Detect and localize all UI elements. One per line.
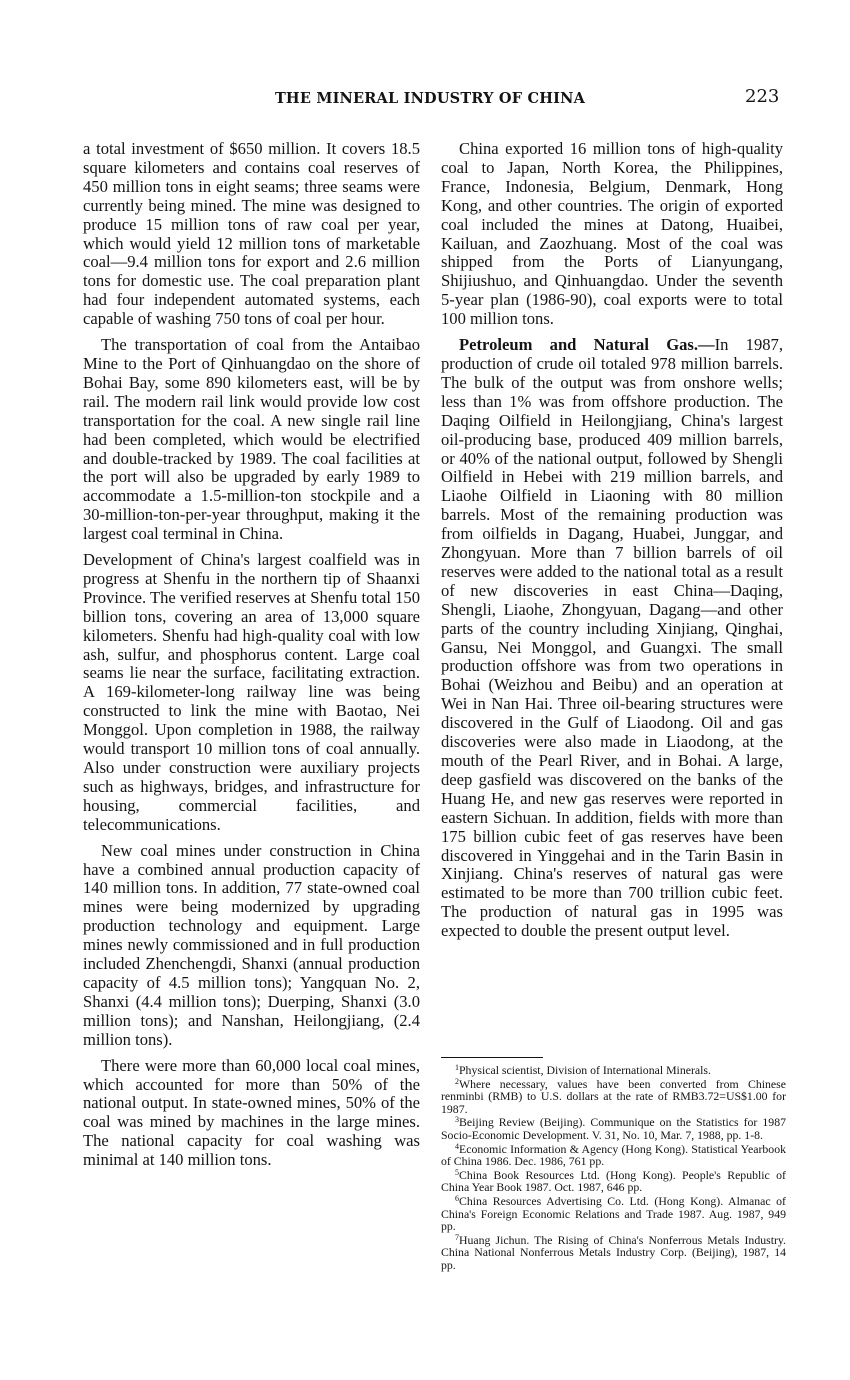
footnote [441, 1195, 786, 1233]
footnote-mark: 2 [455, 1076, 459, 1086]
paragraph: Development of China's largest coalfield was in progress at Shenfu in the northern tip of Shaanxi Province. The verified reserves at Shenfu total 150 billion tons, covering an area of 13,000 square kilometers. Shenfu had high-quality coal with low ash, sulfur, and phosphorus content. Large coal seams lie near the surface, facilitating extraction. A 169-kilometer-long railway line was being constructed to link the mine with Baotao, Nei Monggol. Upon completion in 1988, the railway would transport 10 million tons of coal annually. Also under construction were auxiliary projects such as highways, bridges, and infrastructure for housing, commercial facilities, and telecommunications. [83, 550, 420, 834]
paragraph: There were more than 60,000 local coal mines, which accounted for more than 50% of the national output. In state-owned mines, 50% of the coal was mined by machines in the large mines. The national capacity for coal washing was minimal at 140 million tons. [83, 1055, 420, 1170]
footnotes [441, 1064, 786, 1273]
footnote-text: Where necessary, values have been converted from Chinese renminbi (RMB) to U.S. dollars at the rate of RMB3.72=US$1.00 for 1987. [441, 1076, 786, 1116]
footnote-mark: 4 [455, 1141, 459, 1151]
section-heading: Petroleum and Natural Gas.— [459, 335, 715, 355]
footnote [441, 1064, 786, 1077]
running-header-title: THE MINERAL INDUSTRY OF CHINA [274, 90, 586, 107]
footnote-text: China Book Resources Ltd. (Hong Kong). People's Republic of China Year Book 1987. Oct. 1987, 646 pp. [441, 1167, 786, 1195]
footnote-rule [441, 1057, 543, 1058]
paragraph [441, 336, 783, 941]
footnote [441, 1116, 786, 1141]
footnote-mark: 1 [455, 1063, 459, 1072]
footnote-mark: 5 [455, 1167, 459, 1177]
footnote-text: Beijing Review (Beijing). Communique on the Statistics for 1987 Socio-Economic Development. V. 31, No. 10, Mar. 7, 1988, pp. 1-8. [441, 1115, 786, 1142]
paragraph: New coal mines under construction in China have a combined annual production capacity of 140 million tons. In addition, 77 state-owned coal mines were being modernized by upgrading production technology and equipment. Large mines newly commissioned and in full production included Zhenchengdi, Shanxi (annual production capacity of 4.5 million tons); Yangquan No. 2, Shanxi (4.4 million tons); Duerping, Shanxi (3.0 million tons); and Nanshan, Heilongjiang, (2.4 million tons). [83, 840, 420, 1049]
left-column [83, 140, 420, 1177]
paragraph: a total investment of $650 million. It covers 18.5 square kilometers and contains coal reserves of 450 million tons in eight seams; three seams were currently being mined. The mine was designed to produce 15 million tons of raw coal per year, which would yield 12 million tons of marketable coal—9.4 million tons for export and 2.6 million tons for domestic use. The coal preparation plant had four independent automated systems, each capable of washing 750 tons of coal per hour. [83, 139, 420, 329]
footnote-mark: 6 [455, 1193, 459, 1203]
footnote-mark: 7 [455, 1232, 459, 1242]
paragraph: The transportation of coal from the Antaibao Mine to the Port of Qinhuangdao on the shore of Bohai Bay, some 890 kilometers east, will be by rail. The modern rail link would provide low cost transportation for the coal. A new single rail line had been completed, which would be electrified and double-tracked by 1989. The coal facilities at the port will also be upgraded by early 1989 to accommodate a 1.5-million-ton stockpile and a 30-million-ton-per-year throughput, making it the largest coal terminal in China. [83, 335, 420, 544]
footnote-text: Physical scientist, Division of International Minerals. [459, 1063, 711, 1077]
footnote [441, 1234, 786, 1272]
paragraph: China exported 16 million tons of high-quality coal to Japan, North Korea, the Philippines, France, Indonesia, Belgium, Denmark, Hong Kong, and other countries. The origin of exported coal included the mines at Datong, Huaibei, Kailuan, and Zaozhuang. Most of the coal was shipped from the Ports of Lianyungang, Shijiushuo, and Qinhuangdao. Under the seventh 5-year plan (1986-90), coal exports were to total 100 million tons. [441, 139, 783, 329]
paragraph-body: In 1987, production of crude oil totaled 978 million barrels. The bulk of the output was from onshore wells; less than 1% was from offshore production. The Daqing Oilfield in Heilongjiang, China's largest oil-producing base, produced 409 million barrels, or 40% of the national output, followed by Shengli Oilfield in Hebei with 219 million barrels, and Liaohe Oilfield in Liaoning with 80 million barrels. Most of the remaining production was from oilfields in Dagang, Huabei, Junggar, and Zhongyuan. More than 7 billion barrels of oil reserves were added to the national total as a result of new discoveries in east China—Daqing, Shengli, Liaohe, Zhongyuan, Dagang—and other parts of the country including Xinjiang, Qinghai, Gansu, Nei Monggol, and Guangxi. The small production offshore was from two operations in Bohai (Weizhou and Beibu) and an operation at Wei in Nan Hai. Three oil-bearing structures were discovered in the Gulf of Liaodong. Oil and gas discoveries were also made in Liaodong, at the mouth of the Pearl River, and in Bohai. A large, deep gasfield was discovered on the banks of the Huang He, and new gas reserves were reported in eastern Sichuan. In addition, fields with more than 175 billion cubic feet of gas reserves have been discovered in Yinggehai and in the Tarin Basin in Xinjiang. China's reserves of natural gas were estimated to be more than 700 trillion cubic feet. The production of natural gas in 1995 was expected to double the present output level. [441, 335, 784, 941]
footnote [441, 1169, 786, 1194]
footnote-text: China Resources Advertising Co. Ltd. (Hong Kong). Almanac of China's Foreign Economic Relations and Trade 1987. Aug. 1987, 949 pp. [441, 1193, 786, 1234]
footnote [441, 1143, 786, 1168]
right-column [441, 140, 783, 948]
footnote-text: Economic Information & Agency (Hong Kong). Statistical Yearbook of China 1986. Dec. 1986, 761 pp. [441, 1141, 786, 1169]
page-number: 223 [745, 86, 780, 107]
footnote [441, 1078, 786, 1116]
footnote-mark: 3 [455, 1115, 459, 1125]
footnote-text: Huang Jichun. The Rising of China's Nonferrous Metals Industry. China National Nonferrous Metals Industry Corp. (Beijing), 1987, 14 pp. [441, 1232, 786, 1272]
